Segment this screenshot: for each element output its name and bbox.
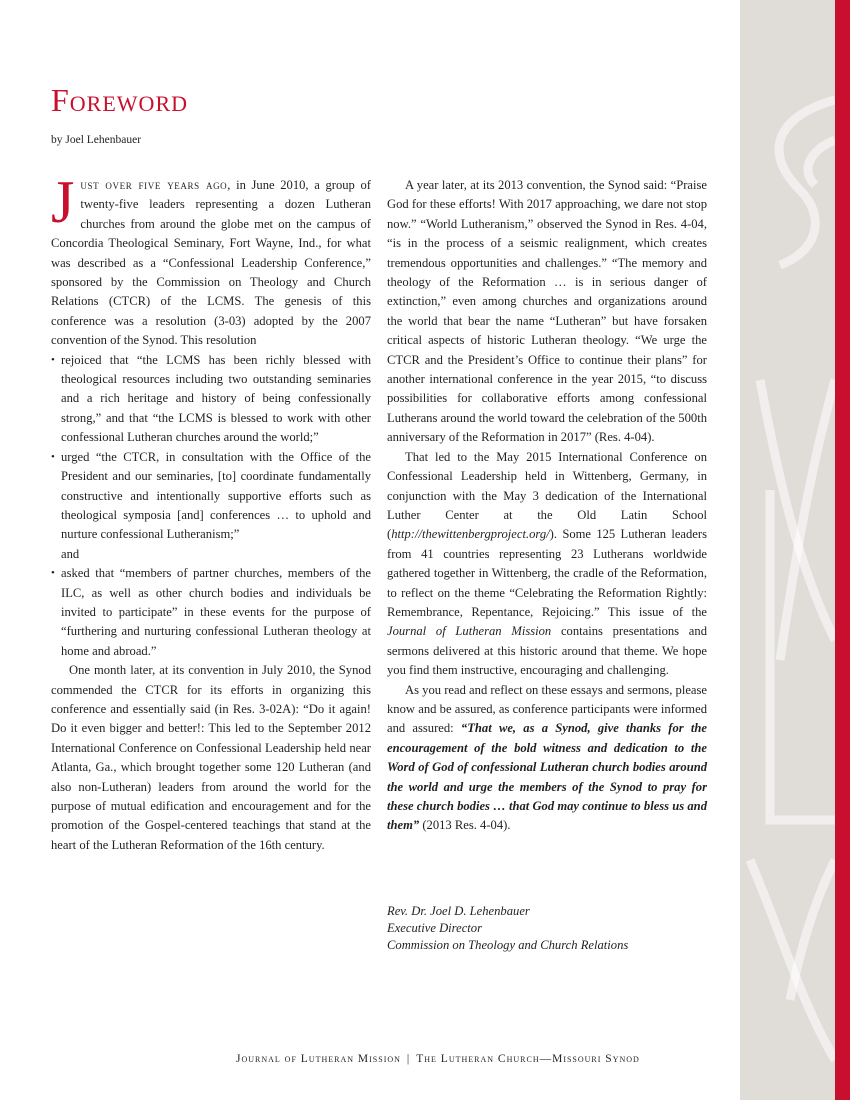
opening-paragraph-text: , in June 2010, a group of twenty-five leaders representing a dozen Lutheran churches from around the globe met on the campus of Concordia Theological Seminary, Fort Wayne, Ind., for what was described as a “Confessional Leadership Conference,” sponsored by the Commission on Theology and Church Relations (CTCR) of the LCMS. The genesis of this conference was a resolution (3-03) adopted by the 2007 convention of the Synod. This resolution <box>51 178 371 348</box>
decorative-sidebar <box>740 0 835 1100</box>
footer-journal: Journal of Lutheran Mission <box>236 1053 401 1065</box>
resolution-item: • urged “the CTCR, in consultation with the Office of the President and our seminaries, [to] coordinate fundamentally constructive and intentionally supportive efforts such as theological symposia [and] conferences … to uphold and nurture confessional Lutheranism;” <box>51 448 371 545</box>
lead-in-smallcaps: ust over five years ago <box>80 178 228 192</box>
resolution-list <box>51 351 371 545</box>
signature-organization: Commission on Theology and Church Relations <box>387 937 629 952</box>
resolution-item: • rejoiced that “the LCMS has been richly blessed with theological resources including two outstanding seminaries and a rich heritage and history of being confessionally strong,” and that “the LCMS is blessed to work with other confessional Lutheran churches around the world;” <box>51 351 371 448</box>
paragraph <box>387 681 707 836</box>
accent-red-bar <box>835 0 850 1100</box>
resolution-list-continued <box>51 564 371 661</box>
paragraph-text: (2013 Res. 4-04). <box>419 818 511 833</box>
sidebar-watermark-ornament <box>740 0 835 1100</box>
paragraph-text: ). Some 125 Lutheran leaders from 41 countries representing 23 Lutherans worldwide gathered together in Wittenberg, the cradle of the Reformation, to reflect on the theme “Celebrating the Reformation Rightly: Remembrance, Repentance, Rejoicing.” This issue of the <box>387 527 707 619</box>
paragraph-text: That led to the May 2015 International Conference on Confessional Leadership held in Wittenberg, Germany, in conjunction with the May 3 dedication of the International Luther Center at the Old Latin School ( <box>387 449 707 542</box>
opening-paragraph <box>51 169 371 351</box>
resolution-item: • asked that “members of partner churches, members of the ILC, as well as other church bodies and individuals be invited to participate” in these events for the purpose of “furthering and nurturing confessional Lutheran theology at home and abroad.” <box>51 564 371 661</box>
emphasized-quote: “That we, as a Synod, give thanks for the encouragement of the bold witness and dedication to the Word of God of confessional Lutheran church bodies around the world and urge the members of the Synod to pray for these church bodies … that God may continue to bless us and them” <box>387 721 707 833</box>
left-column <box>51 169 371 855</box>
footer-publisher: The Lutheran Church—Missouri Synod <box>416 1053 640 1065</box>
signature-role: Executive Director <box>387 920 482 935</box>
footer-separator: | <box>406 1053 411 1065</box>
byline: by Joel Lehenbauer <box>51 134 142 146</box>
paragraph: One month later, at its convention in July 2010, the Synod commended the CTCR for its efforts in organizing this conference and essentially said (in Res. 3-02A): “Do it again! Do it even bigger and better!: This led to the September 2012 International Conference on Confessional Leadership held near Atlanta, Ga., which brought together some 120 Lutheran (and also non-Lutheran) leaders from around the world for the purpose of mutual edification and encouragement and for the promotion of the Gospel-centered teachings that stand at the heart of the Lutheran Reformation of the 16th century. <box>51 663 371 852</box>
paragraph-text: contains presentations and sermons delivered at this historic around that theme. We hope you find them instructive, encouraging and challenging. <box>387 624 707 678</box>
paragraph: A year later, at its 2013 convention, the Synod said: “Praise God for these efforts! With 2017 approaching, we dare not stop now.” “World Lutheranism,” observed the Synod in Res. 4-04, “is in the process of a seismic realignment, which creates tremendous opportunities and challenges.” “The memory and theology of the Reformation … is in serious danger of extinction,” even among churches and organizations around the world that bear the name “Lutheran” but have forsaken critical aspects of historic Lutheran theology. “We urge the CTCR and the President’s Office to continue their plans” for another international conference in the year 2015, “to discuss possibilities for collaborative efforts among confessional Lutherans around the world toward the celebration of the 500th anniversary of the Reformation in 2017” (Res. 4-04). <box>387 178 707 445</box>
signature-name: Rev. Dr. Joel D. Lehenbauer <box>387 904 530 918</box>
paragraph-text: As you read and reflect on these essays and sermons, please know and be assured, as conference participants were informed and assured: <box>387 682 707 736</box>
list-conjunction: and <box>61 546 80 561</box>
journal-title-italic: Journal of Lutheran Mission <box>387 624 552 639</box>
page-title: Foreword <box>51 82 189 118</box>
drop-cap: J <box>51 169 75 235</box>
right-column <box>387 176 707 836</box>
page-footer <box>236 1053 640 1065</box>
paragraph <box>387 448 707 681</box>
signature-block <box>387 903 628 953</box>
wittenberg-project-url[interactable]: http://thewittenbergproject.org/ <box>391 527 550 542</box>
